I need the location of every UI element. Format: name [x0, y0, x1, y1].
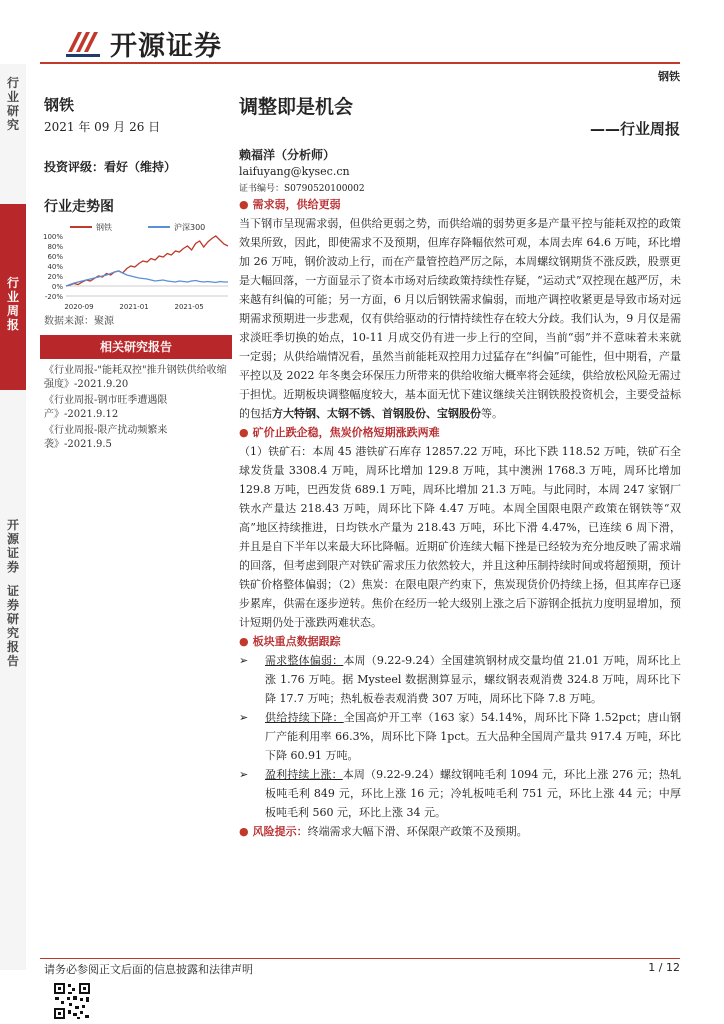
sidebar-tag-char: 研	[6, 612, 19, 626]
author-cert: 证书编号：S0790520100002	[239, 184, 365, 194]
item-label: 供给持续下降：	[265, 711, 344, 724]
x-tick-label: 2021-01	[119, 303, 149, 311]
section-title: 板块重点数据跟踪	[252, 635, 341, 648]
item-label: 需求整体偏弱：	[265, 654, 344, 667]
author-name: 赖福洋（分析师）	[239, 148, 336, 162]
sidebar-tag-char: 证	[6, 546, 19, 560]
arrow-bullet-icon: ➢	[239, 654, 249, 667]
related-report-item[interactable]: 《行业周报-钢市旺季遭遇限产》-2021.9.12	[44, 395, 168, 420]
legend-label: 沪深300	[174, 223, 206, 232]
footer-disclaimer: 请务必参阅正文后面的信息披露和法律声明	[44, 963, 253, 976]
y-tick-label: -20%	[44, 293, 63, 301]
section-title: 矿价止跌企稳，焦炭价格短期涨跌两难	[252, 426, 440, 439]
sidebar-tag-char: 究	[6, 626, 19, 640]
sidebar-tag-char: 周	[6, 304, 19, 318]
related-reports-list	[44, 364, 234, 454]
author-email[interactable]: laifuyang@kysec.cn	[239, 165, 350, 178]
sidebar-tag-char: 业	[6, 290, 19, 304]
item-text: 本周（9.22-9.24）螺纹钢吨毛利 1094 元，环比上涨 276 元；热轧板吨毛利 849 元，环比上涨 16 元；冷轧板吨毛利 751 元，环比上涨 44 元；中厚板吨毛利 560 元，环比上涨 34 元。	[265, 768, 681, 819]
sidebar-tag-weekly	[0, 276, 26, 332]
sidebar-tag-char: 源	[6, 532, 19, 546]
section-data-tracking	[239, 632, 681, 651]
sidebar-tag-char: 报	[6, 640, 19, 654]
section-ore-coke	[239, 423, 681, 442]
trend-chart	[38, 220, 234, 312]
item-text: 全国高炉开工率（163 家）54.14%，周环比下降 1.52pct；唐山钢厂产能利用率 66.3%，周环比下降 1pct。五大品种全国周产量共 917.4 万吨，环比下降 60.91 万吨。	[265, 711, 682, 762]
y-tick-label: 60%	[47, 253, 63, 261]
footer-rule	[40, 958, 680, 959]
main-body	[239, 195, 681, 841]
chart-source: 数据来源：聚源	[44, 316, 114, 327]
sidebar-tag-research	[0, 76, 26, 132]
data-item-profit	[239, 765, 681, 822]
item-text: 本周（9.22-9.24）全国建筑钢材成交量均值 21.01 万吨，周环比上涨 1.76 万吨。据 Mysteel 数据测算显示，螺纹钢表观消费 324.8 万吨，周环比下降 17.7 万吨；热轧板卷表观消费 307 万吨，周环比下降 7.8 万吨。	[265, 654, 681, 705]
y-tick-label: 80%	[47, 243, 63, 251]
bullet-icon: ●	[239, 198, 249, 211]
section-risk	[239, 822, 681, 841]
beneficiary-stocks: 方大特钢、太钢不锈、首钢股份、宝钢股份	[272, 407, 481, 420]
related-report-item[interactable]: 《行业周报-"能耗双控"推升钢铁供给收缩强度》-2021.9.20	[44, 365, 227, 390]
arrow-bullet-icon: ➢	[239, 768, 249, 781]
arrow-bullet-icon: ➢	[239, 711, 249, 724]
industry-label: 钢铁	[44, 96, 75, 114]
section-paragraph: （1）铁矿石：本周 45 港铁矿石库存 12857.22 万吨，环比下跌 118.52 万吨，铁矿石全球发货量 3308.4 万吨，周环比增加 129.8 万吨，其中澳洲 1768.3 万吨，周环比增加 129.8 万吨，巴西发货 689.1 万吨，周环比增加 21.3 万吨。与此同时，本周 247 家钢厂铁水产量达 218.43 万吨，周环比下降 4.47 万吨。本周全国限电限产政策在钢铁等“双高”地区持续推进，日均铁水产量为 218.43 万吨，环比下滑 4.47%，已连续 6 周下滑，并且是自下半年以来最大环比降幅。近期矿价连续大幅下挫是已经较为充分地反映了需求端的回落，但考虑到限产对铁矿需求压力依然较大，并且这种压制持续时间或将超预期，预计铁矿价格整体偏弱；（2）焦炭：在限电限产约束下，焦炭现货价仍持续上扬，但其库存已逐步累库，供需在逐步逆转。焦价在经历一轮大级别上涨之后下游钢企抵抗力度明显增加，预计短期仍处于涨跌两难状态。	[239, 445, 681, 629]
sidebar-strip-bottom	[0, 390, 26, 970]
page-number: 1 / 12	[648, 961, 680, 974]
item-label: 盈利持续上涨：	[265, 768, 343, 781]
x-tick-label: 2021-05	[174, 303, 204, 311]
data-item-demand	[239, 651, 681, 708]
y-tick-label: 0%	[51, 283, 63, 291]
paragraph-text: 当下钢市呈现需求弱，但供给更弱之势，而供给端的弱势更多是产量平控与能耗双控的政策效果所致，因此，即使需求不及预期，但库存降幅依然可观，本周去库 64.6 万吨，环比增加 26 万吨，钢价波动上行，而在产量管控趋严厉之际，本周螺纹钢期货不涨反跌，股票更是大幅回落，一方面显示了资本市场对后续政策持续性存疑，“运动式”双控现在越严厉，未来越有纠偏的可能；另一方面，6 月以后钢铁需求偏弱，而地产调控收紧更是导致市场对远期需求预期进一步悲观，仅有供给驱动的行情持续性存在较大分歧。我们认为，9 月仅是需求淡旺季切换的始点，10-11 月成交仍有进一步上行的空间，当前“弱”并不意味着未来就一定弱；从供给端情况看，虽然当前能耗双控用力过猛存在“纠偏”可能性，但中期看，产量平控以及 2022 年冬奥会环保压力所带来的供给收缩大概率将会延续，供给放松风险无需过于担忧。近期板块调整幅度较大，基本面无忧下建议继续关注钢铁股投资机会，主要受益标的包括	[239, 217, 681, 420]
brand-name: 开源证券	[110, 31, 222, 62]
risk-text: 终端需求大幅下滑、环保限产政策不及预期。	[307, 825, 528, 838]
bullet-icon: ●	[239, 825, 249, 838]
sidebar-tag-char: 究	[6, 118, 19, 132]
report-date: 2021 年 09 月 26 日	[44, 120, 161, 134]
y-tick-label: 100%	[42, 233, 63, 241]
section-paragraph	[239, 214, 681, 423]
x-tick-label: 2020-09	[64, 303, 94, 311]
sidebar-tag-char: 业	[6, 90, 19, 104]
report-title: 调整即是机会	[239, 96, 354, 118]
brand-logo-icon	[64, 24, 106, 58]
header-rule	[40, 62, 680, 64]
trend-chart-title: 行业走势图	[44, 199, 114, 215]
sidebar-tag-char: 证	[6, 584, 19, 598]
paragraph-end: 等。	[481, 407, 503, 420]
sidebar-tag-brand	[0, 518, 26, 668]
related-reports-header: 相关研究报告	[40, 335, 232, 359]
sidebar-tag-char: 行	[6, 76, 19, 90]
legend-label: 钢铁	[96, 223, 112, 232]
series-line-1	[66, 271, 228, 286]
qr-code-icon	[53, 982, 91, 1020]
sidebar-tag-char: 券	[6, 598, 19, 612]
report-subtitle: ——行业周报	[589, 120, 680, 138]
related-report-item[interactable]: 《行业周报-限产扰动频繁来袭》-2021.9.5	[44, 425, 168, 450]
header-industry-tag: 钢铁	[658, 70, 680, 83]
sidebar-tag-char: 券	[6, 560, 19, 574]
data-item-supply	[239, 708, 681, 765]
sidebar-tag-char: 研	[6, 104, 19, 118]
bullet-icon: ●	[239, 426, 249, 439]
risk-title: 风险提示：	[252, 825, 308, 838]
sidebar-tag-char: 行	[6, 276, 19, 290]
y-tick-label: 20%	[47, 273, 63, 281]
section-demand-supply	[239, 195, 681, 214]
sidebar-tag-char: 开	[6, 518, 19, 532]
sidebar-tag-char: 报	[6, 318, 19, 332]
bullet-icon: ●	[239, 635, 249, 648]
y-tick-label: 40%	[47, 263, 63, 271]
investment-rating: 投资评级：看好（维持）	[44, 160, 177, 174]
section-title: 需求弱，供给更弱	[252, 198, 341, 211]
sidebar-tag-char: 告	[6, 654, 19, 668]
